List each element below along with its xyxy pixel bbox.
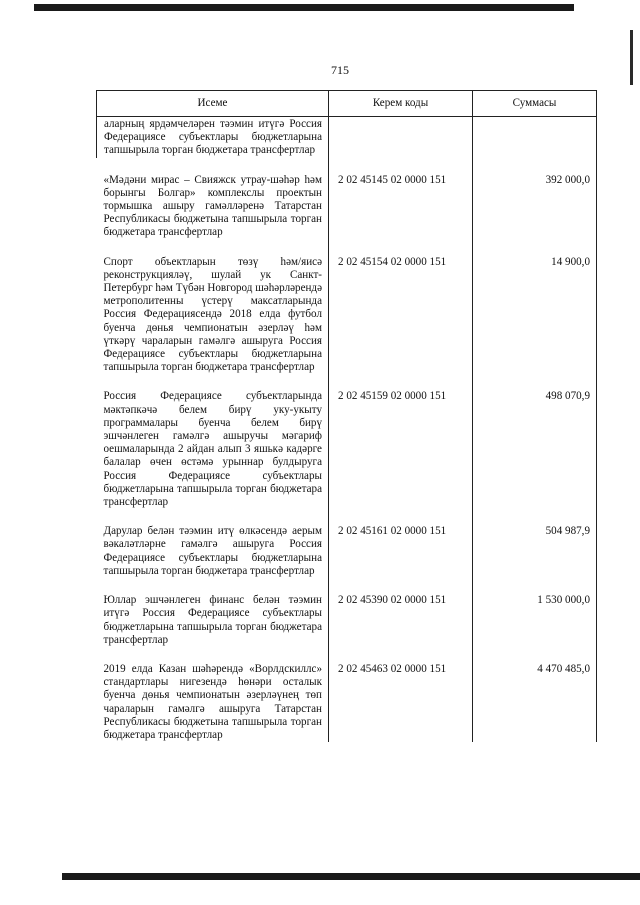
table-header-row	[97, 91, 597, 117]
table-row	[97, 663, 597, 742]
row-code: 2 02 45159 02 0000 151	[329, 390, 473, 509]
table-row	[97, 525, 597, 578]
row-sum: 14 900,0	[473, 256, 597, 375]
table-row	[97, 594, 597, 647]
page-number: 715	[331, 63, 349, 77]
budget-table	[96, 90, 597, 742]
row-sum: 504 987,9	[473, 525, 597, 578]
table-row	[97, 390, 597, 509]
row-name: «Мәдәни мирас – Свияжск утрау-шәһәр һәм борынгы Болгар» комплекслы проектын тормышка ашыру гамәлләренә Татарстан Республикасы бюджетына тапшырыла торган бюджетара трансфертлар	[103, 173, 322, 239]
row-sum: 392 000,0	[473, 174, 597, 240]
table-row	[97, 117, 597, 158]
row-name: Россия Федерациясе субъектларында мәктәпкәчә белем бирү уку-укыту программалары буенча белем бирү эшчәнлеген гамәлгә ашыручы мәгариф оешмаларында 2 айдан алып 3 яшькә кадәрге балалар өчен өстәмә урыннар булдыруга Россия Федерациясе субъектлары бюджетларына тапшырыла торган бюджетара трансфертлар	[103, 390, 322, 509]
header-sum: Суммасы	[473, 91, 597, 117]
scan-edge-top	[34, 4, 574, 11]
scan-edge-bottom	[62, 873, 640, 880]
row-code: 2 02 45161 02 0000 151	[329, 525, 473, 578]
row-code: 2 02 45154 02 0000 151	[329, 256, 473, 375]
row-name: 2019 елда Казан шәһәрендә «Ворлдскиллс» стандартлары нигезендә һөнәри осталык буенча дөнья чемпионатын әзерләүнең төп чараларын гамәлгә ашыруга Татарстан Республикасы бюджетына тапшырыла торган бюджетара трансфертлар	[103, 662, 322, 741]
row-sum: 498 070,9	[473, 390, 597, 509]
row-code: 2 02 45145 02 0000 151	[329, 174, 473, 240]
row-code: 2 02 45463 02 0000 151	[329, 663, 473, 742]
row-name: аларның ярдәмчеләрен тәэмин итүгә Россия Федерациясе субъектлары бюджетларына тапшырыла торган бюджетара трансфертлар	[97, 117, 329, 158]
header-code: Керем коды	[329, 91, 473, 117]
row-sum: 1 530 000,0	[473, 594, 597, 647]
row-name: Юллар эшчәнлеген финанс белән тәэмин итүгә Россия Федерациясе субъектлары бюджетларына тапшырыла торган бюджетара трансфертлар	[103, 594, 322, 646]
table-row	[97, 174, 597, 240]
table-row	[97, 256, 597, 375]
row-sum: 4 470 485,0	[473, 663, 597, 742]
row-sum	[473, 117, 597, 158]
row-code: 2 02 45390 02 0000 151	[329, 594, 473, 647]
header-name: Исеме	[97, 91, 329, 117]
row-name: Спорт объектларын төзү һәм/яисә реконструкцияләү, шулай ук Санкт-Петербург һәм Түбән Новгород шәһәрләрендә метрополитенны үстерү максатларында Россия Федерациясендә 2018 елда футбол буенча дөнья чемпионатын әзерләү һәм үткәрү чараларын гамәлгә ашыруга Россия Федерациясе субъектлары бюджетларына тапшырыла торган бюджетара трансфертлар	[103, 255, 322, 374]
row-name: Дарулар белән тәэмин итү өлкәсендә аерым вәкаләтләрне гамәлгә ашыруга Россия Федерациясе субъектлары бюджетларына тапшырыла торган бюджетара трансфертлар	[103, 525, 322, 577]
row-code	[329, 117, 473, 158]
